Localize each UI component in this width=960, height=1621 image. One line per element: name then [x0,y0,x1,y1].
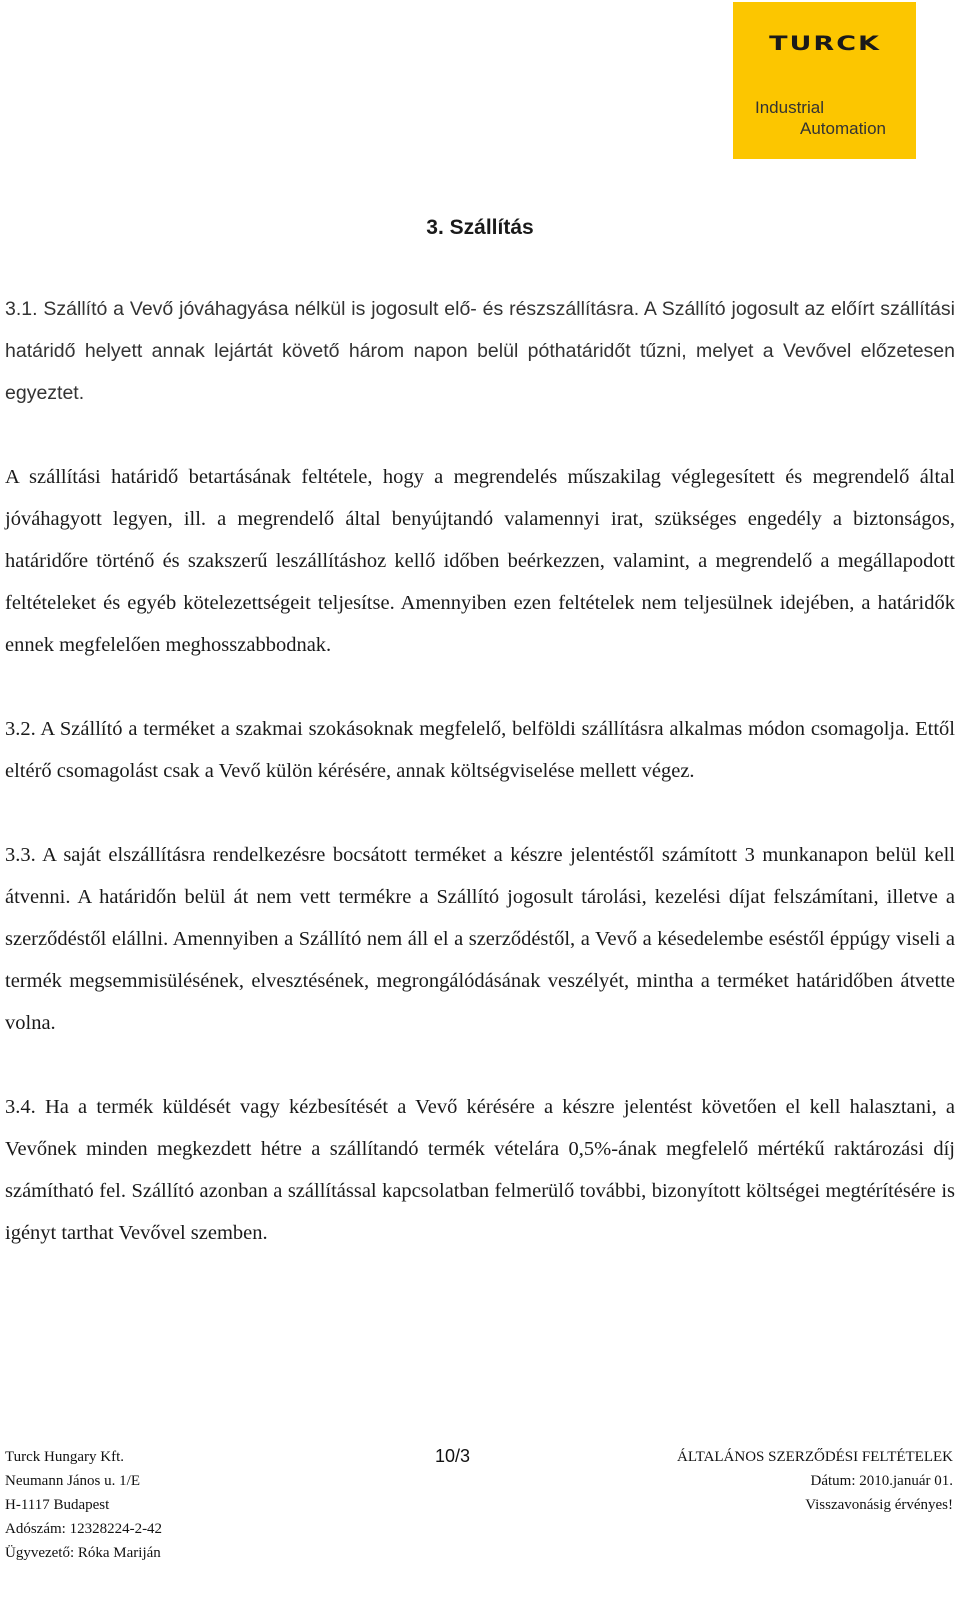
logo-bottom-panel [733,82,916,159]
section-title: 3. Szállítás [426,216,534,239]
paragraph-3-4: 3.4. Ha a termék küldését vagy kézbesítését a Vevő kérésére a készre jelentést követően el kell halasztani, a Vevőnek minden megkezdett hétre a szállítandó termék vételára 0,5%-ának megfelelő mértékű raktározási díj számítható fel. Szállító azonban a szállítással kapcsolatban felmerülő további, bizonyított költségei megtérítésére is igényt tarthat Vevővel szemben. [5,1096,955,1244]
document-body [5,288,955,1296]
footer-city: H-1117 Budapest [5,1497,110,1513]
footer-company: Turck Hungary Kft. [5,1449,125,1465]
logo-line-industrial: Industrial [755,98,824,117]
footer-street: Neumann János u. 1/E [5,1473,140,1489]
logo-brand-text: TURCK [769,32,881,55]
turck-logo [733,2,916,159]
logo-line-automation: Automation [800,119,886,138]
footer-manager: Ügyvezető: Róka Mariján [5,1545,161,1561]
footer-doc-title: ÁLTALÁNOS SZERZŐDÉSI FELTÉTELEK [676,1449,953,1465]
paragraph-3-3: 3.3. A saját elszállításra rendelkezésre bocsátott terméket a készre jelentéstől számított 3 munkanapon belül kell átvenni. A határidőn belül át nem vett termékre a Szállító jogosult tárolási, kezelési díjat felszámítani, illetve a szerződéstől elállni. Amennyiben a Szállító nem áll el a szerződéstől, a Vevő a késedelembe eséstől éppúgy viseli a termék megsemmisülésének, elvesztésének, megrongálódásának veszélyét, mintha a terméket határidőben átvette volna. [5,844,955,1034]
footer-tax-id: Adószám: 12328224-2-42 [5,1521,163,1537]
footer-validity: Visszavonásig érvényes! [805,1497,953,1513]
footer-date: Dátum: 2010.január 01. [810,1473,953,1489]
paragraph-3-1: 3.1. Szállító a Vevő jóváhagyása nélkül is jogosult elő- és részszállításra. A Szállító jogosult az előírt szállítási határidő helyett annak lejártát követő három napon belül póthatáridőt tűzni, melyet a Vevővel előzetesen egyeztet. [5,298,955,404]
paragraph-3-2: 3.2. A Szállító a terméket a szakmai szokásoknak megfelelő, belföldi szállításra alkalmas módon csomagolja. Ettől eltérő csomagolást csak a Vevő külön kérésére, annak költségviselése mellett végez. [5,718,955,782]
page-footer [5,1446,955,1569]
logo-top-panel [733,2,916,82]
paragraph-delivery-conditions: A szállítási határidő betartásának feltétele, hogy a megrendelés műszakilag véglegesített és megrendelő által jóváhagyott legyen, ill. a megrendelő által benyújtandó valamennyi irat, szükséges engedély a biztonságos, határidőre történő és szakszerű leszállításhoz kellő időben beérkezzen, valamint, a megrendelő a megállapodott feltételeket és egyéb kötelezettségeit teljesítse. Amennyiben ezen feltételek nem teljesülnek idejében, a határidők ennek megfelelően meghosszabbodnak. [5,466,955,656]
footer-page-number: 10/3 [435,1446,471,1466]
